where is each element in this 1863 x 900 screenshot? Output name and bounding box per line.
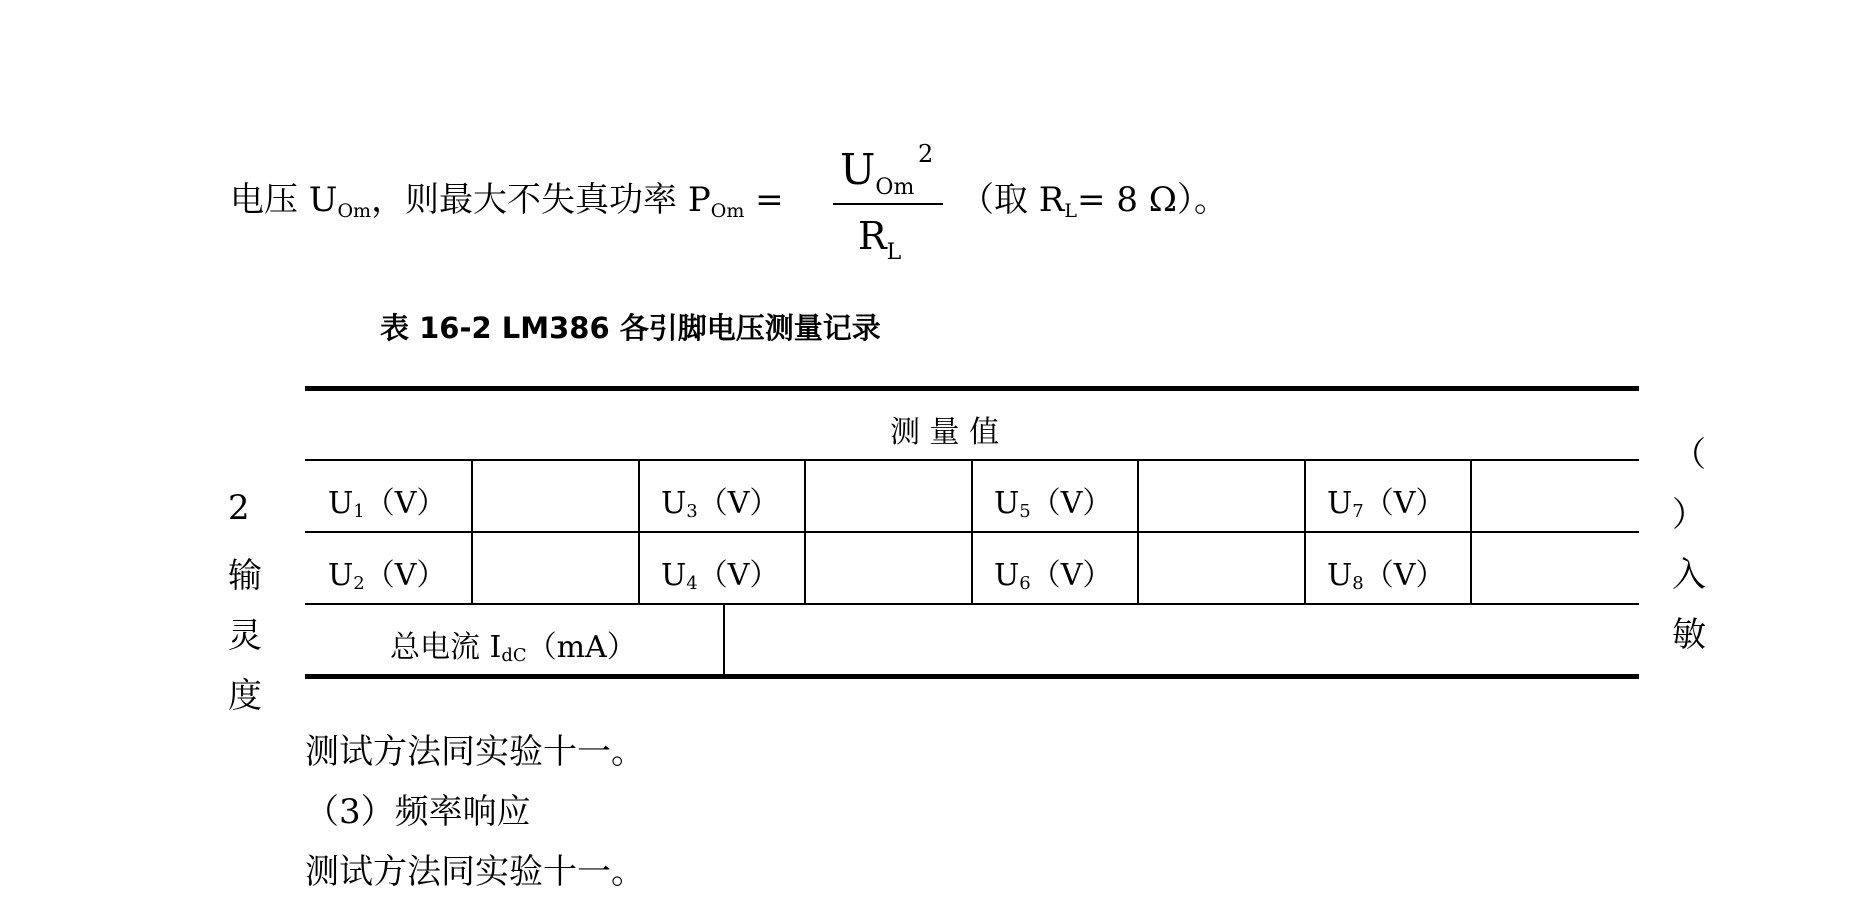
table-header: 测 量 值 bbox=[890, 415, 1000, 450]
side-left-0: 2 bbox=[228, 488, 250, 528]
cell-u8: U8（V） bbox=[1327, 558, 1446, 594]
paragraph-3: 测试方法同实验十一。 bbox=[305, 852, 645, 892]
table-vline bbox=[971, 459, 973, 604]
side-right-0: （ bbox=[1672, 435, 1706, 475]
table-vline bbox=[723, 603, 725, 676]
table-vline bbox=[1137, 459, 1139, 604]
formula-middle: ，则最大不失真功率 P bbox=[371, 180, 711, 220]
suffix-b: = 8 Ω）。 bbox=[1077, 180, 1228, 220]
numerator-sup: 2 bbox=[918, 140, 934, 168]
fraction-numerator bbox=[840, 145, 914, 200]
numerator-sub: Om bbox=[875, 175, 915, 200]
formula-line bbox=[230, 180, 784, 222]
formula-prefix-sub: Om bbox=[337, 200, 372, 222]
cell-u6: U6（V） bbox=[994, 558, 1113, 594]
denominator-main: R bbox=[858, 214, 887, 258]
formula-suffix bbox=[960, 180, 1228, 222]
suffix-a: （取 R bbox=[960, 180, 1065, 220]
cell-u5: U5（V） bbox=[994, 486, 1113, 522]
numerator-main: U bbox=[840, 145, 876, 194]
cell-u3: U3（V） bbox=[661, 486, 780, 522]
cell-u7: U7（V） bbox=[1327, 486, 1446, 522]
table-caption: 表 16-2 LM386 各引脚电压测量记录 bbox=[380, 311, 881, 345]
fraction-bar bbox=[833, 203, 943, 205]
paragraph-1: 测试方法同实验十一。 bbox=[305, 732, 645, 772]
side-right-1: ） bbox=[1672, 495, 1706, 535]
formula-middle-sub: Om bbox=[710, 200, 745, 222]
cell-u4: U4（V） bbox=[661, 558, 780, 594]
side-right-3: 敏 bbox=[1672, 615, 1706, 655]
side-left-1: 输 bbox=[228, 556, 262, 596]
suffix-sub: L bbox=[1064, 200, 1078, 222]
side-left-2: 灵 bbox=[228, 616, 262, 656]
cell-u2: U2（V） bbox=[328, 558, 447, 594]
formula-prefix: 电压 U bbox=[230, 180, 338, 220]
table-vline bbox=[638, 459, 640, 604]
fraction-denominator bbox=[858, 214, 901, 265]
table-vline bbox=[804, 459, 806, 604]
table-vline bbox=[1470, 459, 1472, 604]
cell-u1: U1（V） bbox=[328, 486, 447, 522]
table-vline bbox=[1304, 459, 1306, 604]
cell-total-current: 总电流 IdC（mA） bbox=[390, 630, 637, 666]
denominator-sub: L bbox=[886, 240, 902, 265]
table-vline bbox=[471, 459, 473, 604]
formula-equals: = bbox=[755, 180, 784, 220]
side-right-2: 入 bbox=[1672, 555, 1706, 595]
paragraph-2: （3）频率响应 bbox=[305, 792, 531, 832]
side-left-3: 度 bbox=[228, 676, 262, 716]
table-bottom-rule bbox=[305, 674, 1639, 679]
table-top-rule bbox=[305, 386, 1639, 391]
